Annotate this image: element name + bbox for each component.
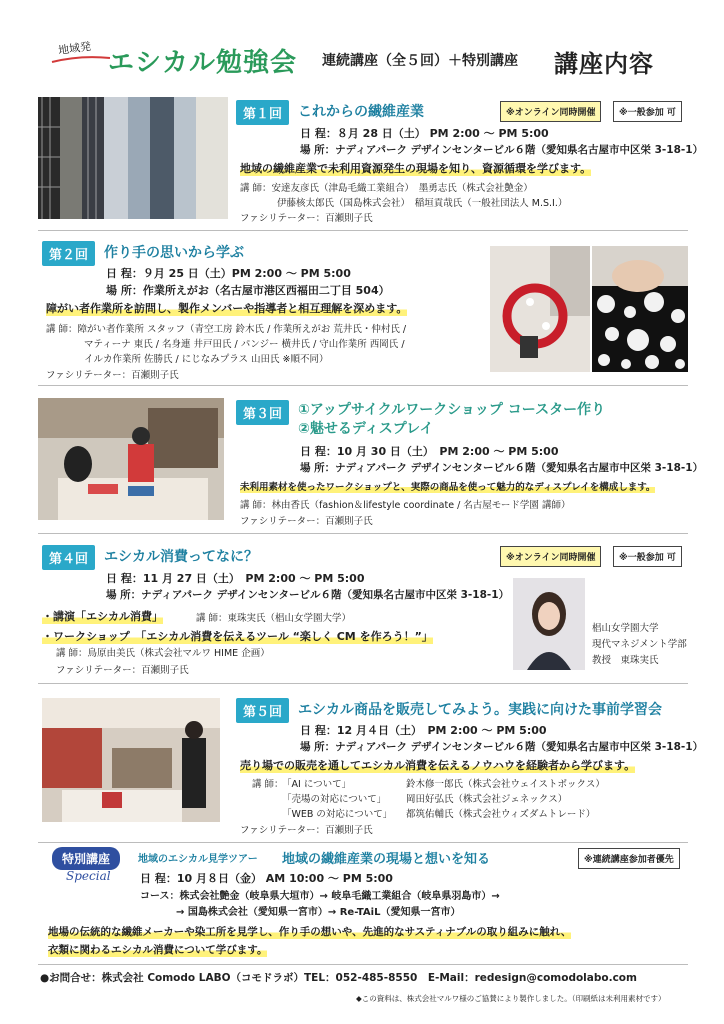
lecture2-date: 日 程：９月 25 日（土）PM 2:00 〜 PM 5:00 (106, 267, 351, 280)
lecture3-date: 日 程：10 月 30 日（土） PM 2:00 〜 PM 5:00 (300, 445, 559, 458)
special-course-1: コース：株式会社艶金（岐阜県大垣市）→ 岐阜毛織工業組合（岐阜県羽島市）→ (140, 891, 500, 902)
special-title: 地域の繊維産業の現場と想いを知る (282, 852, 491, 867)
page-title: エシカル勉強会 (108, 48, 298, 78)
footer-divider (38, 964, 688, 965)
special-summary-2: 衣類に関わるエシカル消費について学びます。 (48, 944, 268, 956)
footer-contact: ●お問合せ：株式会社 Comodo LABO（コモドラボ）TEL：052-485-8550 E-Mail：redesign@comodolabo.com (40, 972, 637, 984)
lecture1-facilitator: ファシリテーター：百瀬則子氏 (240, 213, 373, 224)
lecture2-place: 場 所：作業所えがお（名古屋市港区西福田二丁目 504） (106, 284, 390, 297)
lecture2-lecturers-2: マティーナ 東氏 / 名身連 井戸田氏 / パンジー 横井氏 / 守山作業所 西岡氏 / (84, 339, 405, 350)
lecture1-place: 場 所：ナディアパーク デザインセンタービル６階（愛知県名古屋市中区栄 3-18-1） (300, 144, 704, 156)
lecture4-date: 日 程：11 月 27 日（土） PM 2:00 〜 PM 5:00 (106, 572, 365, 585)
lecture4-lecture-item: ・講演「エシカル消費」 (42, 610, 163, 623)
craft-ribbon-photo (490, 246, 590, 372)
lecture4-badge: 第４回 (42, 545, 95, 570)
lecture4-title: エシカル消費ってなに？ (104, 549, 258, 565)
special-date: 日 程：10 月８日（金） AM 10:00 〜 PM 5:00 (140, 872, 393, 885)
swoosh-decoration (50, 53, 112, 65)
special-summary-1: 地場の伝統的な繊維メーカーや染工所を見学し、作り手の想いや、先進的なサスティナブルの取り組みに触れ、 (48, 926, 572, 938)
divider (38, 230, 688, 231)
footer-note: ◆この資料は、株式会社マルワ様のご協賛により製作しました。（印刷紙は未利用素材です） (356, 994, 666, 1003)
lecture5-date: 日 程：12 月４日（土） PM 2:00 〜 PM 5:00 (300, 724, 547, 737)
lecture3-facilitator: ファシリテーター：百瀬則子氏 (240, 516, 373, 527)
contents-heading: 講座内容 (554, 50, 654, 78)
lecture2-facilitator: ファシリテーター：百瀬則子氏 (46, 370, 179, 381)
lecture4-place: 場 所：ナディアパーク デザインセンタービル６階（愛知県名古屋市中区栄 3-18-1） (106, 589, 510, 601)
lecture4-facilitator: ファシリテーター：百瀬則子氏 (56, 665, 189, 676)
series-label: 連続講座（全５回）＋特別講座 (322, 53, 518, 69)
lecture3-title-2: ②魅せるディスプレイ (298, 421, 434, 437)
special-course-2: → 国島株式会社（愛知県一宮市）→ Re-TAiL（愛知県一宮市） (176, 907, 461, 918)
lecture1-lecturers-1: 講 師：安達友彦氏（津島毛織工業組合） 墨勇志氏（株式会社艶金） (240, 183, 533, 194)
lecture1-online-tag: ※オンライン同時開催 (500, 101, 601, 122)
lecture4-lecture-speaker: 講 師：東珠実氏（椙山女学園大学） (196, 613, 352, 624)
lecture5-speaker: 岡田好弘氏（株式会社ジェネックス） (406, 794, 568, 805)
divider (38, 842, 688, 843)
portrait-caption-faculty: 現代マネジメント学部 (592, 639, 687, 650)
special-priority-tag: ※連続講座参加者優先 (578, 848, 680, 869)
workshop-photo (38, 398, 224, 520)
lecture3-badge: 第３回 (236, 400, 289, 425)
lecture1-title: これからの繊維産業 (298, 104, 424, 120)
special-badge: 特別講座 (52, 847, 120, 870)
portrait-caption-university: 椙山女学園大学 (592, 623, 659, 634)
lecture2-lecturers-1: 講 師：障がい者作業所 スタッフ（青空工房 鈴木氏 / 作業所えがお 荒井氏・仲村氏 / (46, 324, 407, 335)
lecture4-workshop-speaker: 講 師：鳥原由美氏（株式会社マルワ HIME 企画） (56, 648, 270, 659)
portrait-caption-name: 教授 東珠実氏 (592, 655, 659, 666)
lecture3-lecturer: 講 師：林由香氏（fashion＆lifestyle coordinate / 名古屋モード学園 講師） (240, 500, 571, 511)
lecture5-topic: 「WEB の対応について」 (282, 809, 393, 820)
lecture4-general-tag: ※一般参加 可 (613, 546, 682, 567)
fabric-rolls-photo (38, 97, 228, 219)
lecture2-badge: 第２回 (42, 241, 95, 266)
lecture4-workshop-item: ・ワークショップ 「エシカル消費を伝えるツール “楽しく CM を作ろう！”」 (42, 630, 433, 643)
lecture5-place: 場 所：ナディアパーク デザインセンタービル６階（愛知県名古屋市中区栄 3-18-1） (300, 741, 704, 753)
lecture1-lecturers-2: 伊藤核太郎氏（国島株式会社） 稲垣貢哉氏（一般社団法人 M.S.I.） (277, 198, 568, 209)
special-subtitle: 地域のエシカル見学ツアー (138, 854, 258, 865)
divider (38, 385, 688, 386)
lecture5-speaker: 都筑佑輔氏（株式会社ウィズダムトレード） (406, 809, 596, 820)
sales-floor-photo (42, 698, 220, 822)
craft-dots-photo (592, 246, 688, 372)
lecture1-date: 日 程：８月 28 日（土） PM 2:00 〜 PM 5:00 (300, 127, 549, 140)
speaker-portrait (513, 578, 585, 670)
lecture1-general-tag: ※一般参加 可 (613, 101, 682, 122)
header-region-label: 地域発 (57, 39, 92, 58)
lecture5-title: エシカル商品を販売してみよう。実践に向けた事前学習会 (298, 702, 662, 718)
lecture5-speaker: 鈴木修一郎氏（株式会社ウェイストボックス） (406, 779, 605, 790)
lecture2-summary: 障がい者作業所を訪問し、製作メンバーや指導者と相互理解を深めます。 (46, 302, 408, 315)
lecture3-title-1: ①アップサイクルワークショップ コースター作り (298, 402, 606, 418)
lecture5-facilitator: ファシリテーター：百瀬則子氏 (240, 825, 373, 836)
lecture1-badge: 第１回 (236, 100, 289, 125)
lecture3-summary: 未利用素材を使ったワークショップと、実際の商品を使って魅力的なディスプレイを構成します。 (240, 479, 655, 493)
divider (38, 683, 688, 684)
lecture4-online-tag: ※オンライン同時開催 (500, 546, 601, 567)
lecture5-summary: 売り場での販売を通してエシカル消費を伝えるノウハウを経験者から学びます。 (240, 759, 636, 772)
lecture5-topic: 「AI について」 (282, 779, 352, 790)
lecture5-lecturer-label: 講 師： (252, 779, 284, 790)
divider (38, 533, 688, 534)
lecture3-place: 場 所：ナディアパーク デザインセンタービル６階（愛知県名古屋市中区栄 3-18-1） (300, 462, 704, 474)
lecture2-title: 作り手の思いから学ぶ (104, 245, 244, 261)
lecture5-badge: 第５回 (236, 698, 289, 723)
lecture5-topic: 「売場の対応について」 (282, 794, 387, 805)
lecture2-lecturers-3: イルカ作業所 佐勝氏 / にじなみプラス 山田氏 ※順不同） (84, 354, 329, 365)
lecture1-summary: 地域の繊維産業で未利用資源発生の現場を知り、資源循環を学びます。 (240, 162, 592, 175)
special-script: Special (66, 869, 111, 883)
